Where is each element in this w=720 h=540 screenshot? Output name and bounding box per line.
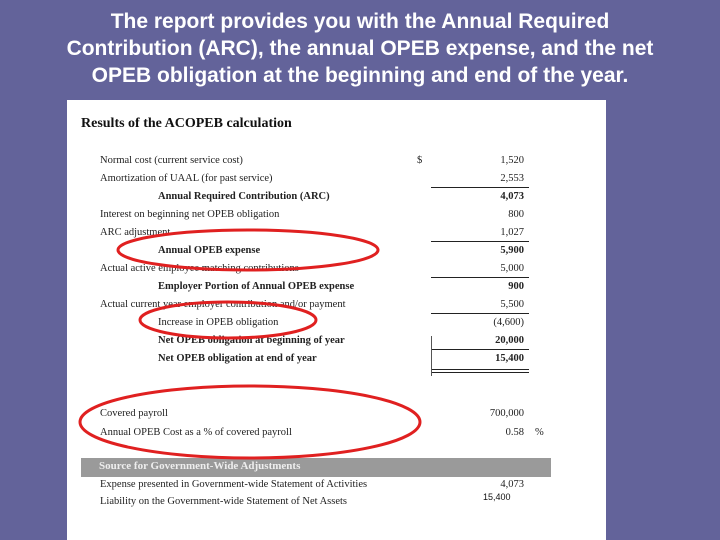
row-value: 15,400: [495, 353, 524, 364]
row-label: Net OPEB obligation at beginning of year: [158, 335, 345, 346]
row-label: Net OPEB obligation at end of year: [158, 353, 317, 364]
report-row: [67, 405, 606, 423]
row-label: Actual current year employer contribution and/or payment: [100, 299, 346, 310]
row-label: Normal cost (current service cost): [100, 155, 243, 166]
row-value: 1,520: [500, 155, 524, 166]
slide-title-line: The report provides you with the Annual Required: [110, 10, 610, 33]
report-row: [67, 242, 606, 260]
report-row: [67, 278, 606, 296]
row-value: 4,073: [500, 191, 524, 202]
report-row: [67, 170, 606, 188]
row-label: Annual Required Contribution (ARC): [158, 191, 330, 202]
row-value: 4,073: [500, 479, 524, 490]
source-band: [81, 458, 551, 477]
row-label: Interest on beginning net OPEB obligation: [100, 209, 280, 220]
row-value: (4,600): [493, 317, 524, 328]
report-row: [67, 424, 606, 442]
currency-symbol: $: [417, 155, 423, 166]
row-label: Amortization of UAAL (for past service): [100, 173, 273, 184]
row-label: ARC adjustment: [100, 227, 171, 238]
report-row: [67, 314, 606, 332]
slide-title-line: Contribution (ARC), the annual OPEB expense, and the net: [66, 37, 654, 60]
slide-title: [0, 8, 720, 89]
row-label: Annual OPEB expense: [158, 245, 261, 256]
row-value: 5,500: [500, 299, 524, 310]
row-label: Liability on the Government-wide Statement of Net Assets: [100, 496, 347, 507]
report-row: [67, 206, 606, 224]
underline: [431, 369, 529, 370]
report-row: [67, 224, 606, 242]
row-label: Employer Portion of Annual OPEB expense: [158, 281, 355, 292]
row-value: 5,000: [500, 263, 524, 274]
source-row: [67, 476, 606, 494]
report-row: [67, 296, 606, 314]
row-label: Actual active employee matching contributions: [100, 263, 299, 274]
report-row: [67, 260, 606, 278]
source-heading: Source for Government-Wide Adjustments: [99, 460, 301, 472]
column-rule: [431, 336, 432, 376]
report-row: [67, 332, 606, 350]
report-image: [67, 100, 606, 540]
handwritten-note: 15,400: [483, 492, 511, 502]
row-label: Increase in OPEB obligation: [158, 317, 279, 328]
row-value: 5,900: [500, 245, 524, 256]
source-row: [67, 493, 606, 511]
row-value: 2,553: [500, 173, 524, 184]
row-label: Expense presented in Government-wide Statement of Activities: [100, 479, 368, 490]
row-value: 1,027: [500, 227, 524, 238]
row-value: 900: [508, 281, 524, 292]
row-label: Covered payroll: [100, 408, 168, 419]
report-title: Results of the ACOPEB calculation: [81, 116, 292, 131]
slide-title-line: OPEB obligation at the beginning and end of the year.: [91, 64, 629, 87]
percent-sign: %: [535, 427, 544, 438]
double-underline: [431, 372, 529, 373]
row-value: 20,000: [495, 335, 524, 346]
report-row: [67, 152, 606, 170]
row-label: Annual OPEB Cost as a % of covered payroll: [100, 427, 292, 438]
row-value: 0.58: [505, 427, 524, 438]
row-value: 700,000: [489, 408, 524, 419]
report-row: [67, 188, 606, 206]
report-row: [67, 350, 606, 368]
row-value: 800: [508, 209, 524, 220]
